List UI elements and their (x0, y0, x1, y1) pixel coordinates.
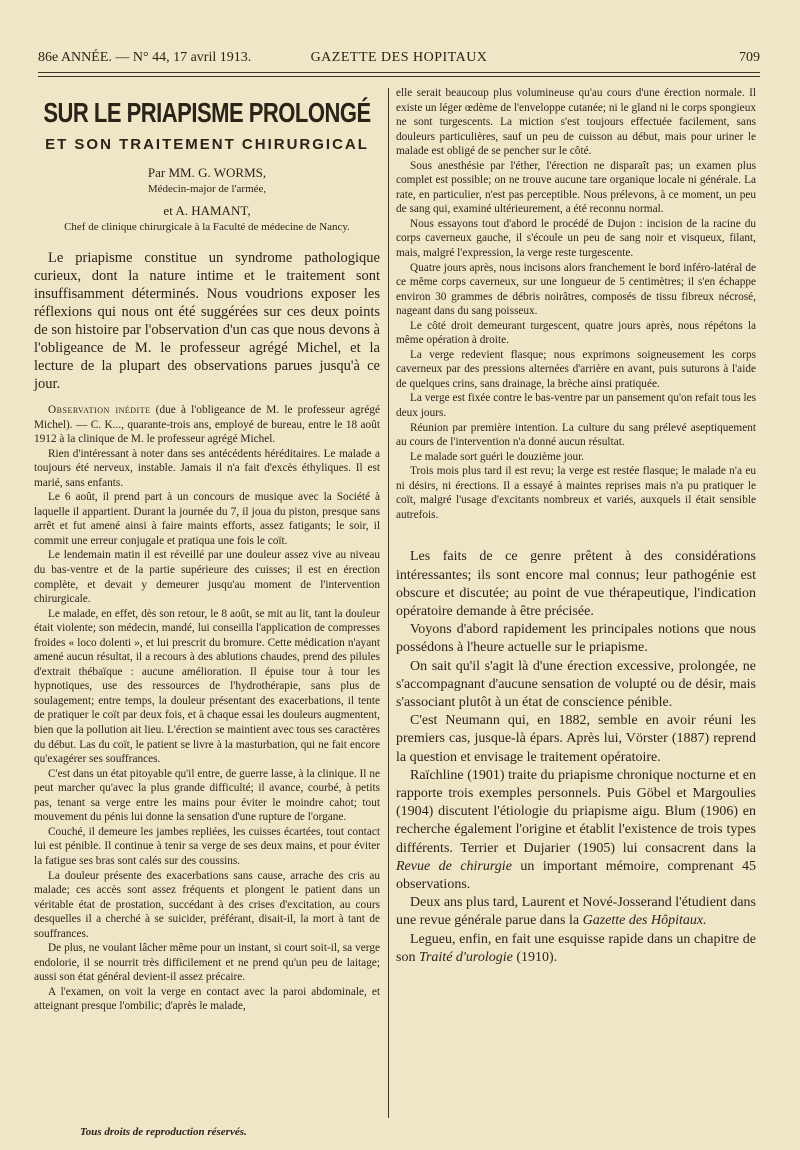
discussion-paragraph-4: C'est Neumann qui, en 1882, semble en avoir réuni les premiers cas, jusque-là épars. Après lui, Vörster (1887) reprend la question et envisage le traitement opératoire. (396, 713, 756, 765)
discussion-paragraph-3: On sait qu'il s'agit là d'une érection excessive, prolongée, ne s'accompagnant d'aucune sensation de volupté ou de désir, mais s'associant plutôt à un état de conscience pénible. (396, 658, 756, 711)
observation-intro: Observation inédite (due à l'obligeance de M. le professeur agrégé Michel). — C. K..., quarante-trois ans, employé de bureau, entre le 18 août 1912 à la clinique de M. le professeur agrégé Michel. (34, 404, 380, 446)
observation-paragraph: La verge redevient flasque; nous exprimons soigneusement les corps caverneux par des pressions alternées d'arrière en avant, puis suturons à l'aide de quelques crins, sans drainage, la brèche ainsi pratiquée. (396, 348, 756, 390)
observation-paragraph: Sous anesthésie par l'éther, l'érection ne disparaît pas; un examen plus complet est possible; on ne trouve aucune tare organique locale ni générale. La rate, en particulier, n'est pas perceptible. Nous prélevons, à ce moment, un peu de sang qui, examiné ultérieurement, a été reconnu normal. (396, 159, 756, 216)
lead-paragraph: Le priapisme constitue un syndrome pathologique curieux, dont la nature intime et le traitement sont insuffisamment déterminés. Nous voudrions exposer les réflexions qui nous ont été suggérées sur ces deux points de son histoire par l'observation d'un cas que nous devons à l'obligeance de M. le professeur agrégé Michel, et la lecture de la plupart des observations parues jusqu'à ce jour. (34, 250, 380, 392)
observation-paragraph: Le lendemain matin il est réveillé par une douleur assez vive au niveau du bas-ventre et de la partie supérieure des cuisses; il est en érection complète, et devait y demeurer jusqu'au moment de l'intervention chirurgicale. (34, 549, 380, 606)
author-block (34, 165, 380, 235)
page-number: 709 (739, 50, 760, 65)
discussion-paragraph-1: Les faits de ce genre prêtent à des considérations intéressantes; ils sont encore mal connus; leur pathogénie est obscure et discutée; au point de vue thérapeutique, l'indication opératoire demande à être précisée. (396, 549, 756, 620)
discussion-paragraph-7: Legueu, enfin, en fait une esquisse rapide dans un chapitre de son Traité d'urologie (1910). (396, 931, 756, 965)
left-column (34, 96, 380, 1014)
copyright-footer: Tous droits de reproduction réservés. (80, 1126, 247, 1138)
observation-paragraph: C'est dans un état pitoyable qu'il entre, de guerre lasse, à la clinique. Il ne peut marcher qu'avec la plus grande difficulté; il avance, courbé, à petits pas, tenant sa verge entre les mains pour éviter le moindre cahot; tout mouvement du pénis lui donne la sensation d'une rupture de l'organe. (34, 767, 380, 824)
observation-paragraph: De plus, ne voulant lâcher même pour un instant, si court soit-il, sa verge endolorie, il se nourrit très difficilement et ne prend qu'un peu de laitage; aussi son état général devient-il assez précaire. (34, 942, 380, 984)
observation-paragraph: A l'examen, on voit la verge en contact avec la paroi abdominale, et atteignant presque l'ombilic; d'après le malade, (34, 985, 380, 1013)
observation-paragraph: Le 6 août, il prend part à un concours de musique avec la Société à laquelle il appartient. Durant la journée du 7, il joua du piston, presque sans arrêt et fut amené ainsi à faire maints efforts, assez fatigants; le soir, il commit une erreur conjugale et pratiqua une fois le coït. (34, 491, 380, 547)
header-rule-thin (38, 76, 760, 77)
column-divider (388, 88, 389, 1118)
observation-paragraph: La verge est fixée contre le bas-ventre par un pansement qu'on refait tous les deux jours. (396, 392, 756, 420)
discussion-paragraph-6: Deux ans plus tard, Laurent et Nové-Josserand l'étudient dans une revue générale parue dans la Gazette des Hôpitaux. (396, 895, 756, 929)
author-1-role: Médecin-major de l'armée, (147, 183, 267, 195)
header-rule (38, 72, 760, 73)
running-header (38, 50, 760, 72)
observation-paragraph: Rien d'intéressant à noter dans ses antécédents héréditaires. Le malade a toujours été nerveux, instable. Jamais il n'a fait d'excès éthyliques. Il est marié, sans enfants. (34, 447, 380, 489)
author-1: Par MM. G. WORMS, (147, 165, 267, 180)
article-title: SUR LE PRIAPISME PROLONGÉ (43, 96, 371, 128)
observation-paragraph: elle serait beaucoup plus volumineuse qu'au cours d'une érection normale. Il existe un léger œdème de l'enveloppe cutanée; ni le gland ni le corps spongieux ne sont turgescents. La miction s'est toujours effectuée facilement, sans douleurs particulières, sauf un peu de cuisson au début, mais pour uriner le malade est obligé de se pencher sur le côté. (396, 87, 756, 158)
article-subtitle: ET SON TRAITEMENT CHIRURGICAL (45, 136, 369, 153)
observation-label: Observation inédite (48, 404, 151, 416)
observation-paragraph: Le malade, en effet, dès son retour, le 8 août, se mit au lit, tant la douleur était violente; son médecin, mandé, lui conseilla l'application de compresses froides « loco dolenti », et lui prescrit du bromure. Cette médication n'ayant amené aucun résultat, il a recours à des ablutions chaudes, prend des pilules d'extrait thébaïque : aucune amélioration. Il épuise tour à tour les hypnotiques, use des ressources de l'hydrothérapie, sans plus de soulagement; entre temps, la douleur présentant des exacerbations, il tente de pratiquer le coït par deux fois, et à chaque essai les douleurs augmentent, bien que la pollution ait lieu. L'érection se maintient avec tous ses caractères du début. Las du coït, le patient se livre à la masturbation, qui ne fait encore qu'exagérer ses souffrances. (34, 607, 380, 766)
issue-info: 86e ANNÉE. — N° 44, 17 avril 1913. (38, 50, 252, 65)
observation-paragraph: Trois mois plus tard il est revu; la verge est restée flasque; le malade n'a eu ni désirs, ni érections. Il a essayé à maintes reprises mais n'a pu pratiquer le coït, malgré l'usage d'excitants nombreux et variés, auxquels il était sensible autrefois. (396, 465, 756, 521)
observation-paragraph: Nous essayons tout d'abord le procédé de Dujon : incision de la racine du corps caverneux gauche, il s'écoule un peu de sang noir et visqueux, filant, mais, malgré l'expression, la verge reste turgescente. (396, 217, 756, 260)
observation-paragraph: Le côté droit demeurant turgescent, quatre jours après, nous répétons la même opération à droite. (396, 319, 756, 347)
observation-paragraph: Réunion par première intention. La culture du sang prélevé aseptiquement au cours de l'intervention n'a donné aucun résultat. (396, 421, 756, 449)
author-2: et A. HAMANT, (163, 203, 251, 218)
discussion-paragraph-5: Raïchline (1901) traite du priapisme chronique nocturne et en rapporte trois exemples personnels. Puis Göbel et Margoulies (1904) discutent l'étiologie du priapisme aigu. Blum (1906) en recherche également l'origine et établit l'existence de trois types différents. Terrier et Dujarier (1905) lui consacrent dans la Revue de chirurgie un important mémoire, comprenant 45 observations. (396, 767, 756, 893)
observation-paragraph: Couché, il demeure les jambes repliées, les cuisses écartées, tout contact lui est pénible. Il continue à tenir sa verge de ses deux mains, et pour éviter la fatigue ses bras sont calés sur des coussins. (34, 825, 380, 867)
author-2-role: Chef de clinique chirurgicale à la Faculté de médecine de Nancy. (64, 221, 350, 233)
right-column (396, 86, 756, 967)
discussion-paragraph-2: Voyons d'abord rapidement les principales notions que nous possédons à l'heure actuelle sur le priapisme. (396, 622, 756, 656)
observation-paragraph: Le malade sort guéri le douzième jour. (410, 450, 585, 463)
left-paragraphs (34, 447, 380, 1014)
observation-paragraph: Quatre jours après, nous incisons alors franchement le bord inféro-latéral de ce même corps caverneux, sur une longueur de 5 centimètres; il s'en échappe environ 30 grammes de débris noirâtres, composés de tissu fibreux nécrosé, nageant dans du sang poisseux. (396, 261, 756, 318)
journal-title: GAZETTE DES HOPITAUX (310, 50, 488, 65)
observation-paragraph: La douleur présente des exacerbations sans cause, arrache des cris au malade; ces accès sont assez fréquents et plongent le patient dans un véritable état de prostation, succédant à des crises d'excitation, au cours desquelles il a cherché à se suicider, préférant, disait-il, la mort à tant de souffrances. (34, 869, 380, 940)
right-small-paragraphs (396, 86, 756, 522)
